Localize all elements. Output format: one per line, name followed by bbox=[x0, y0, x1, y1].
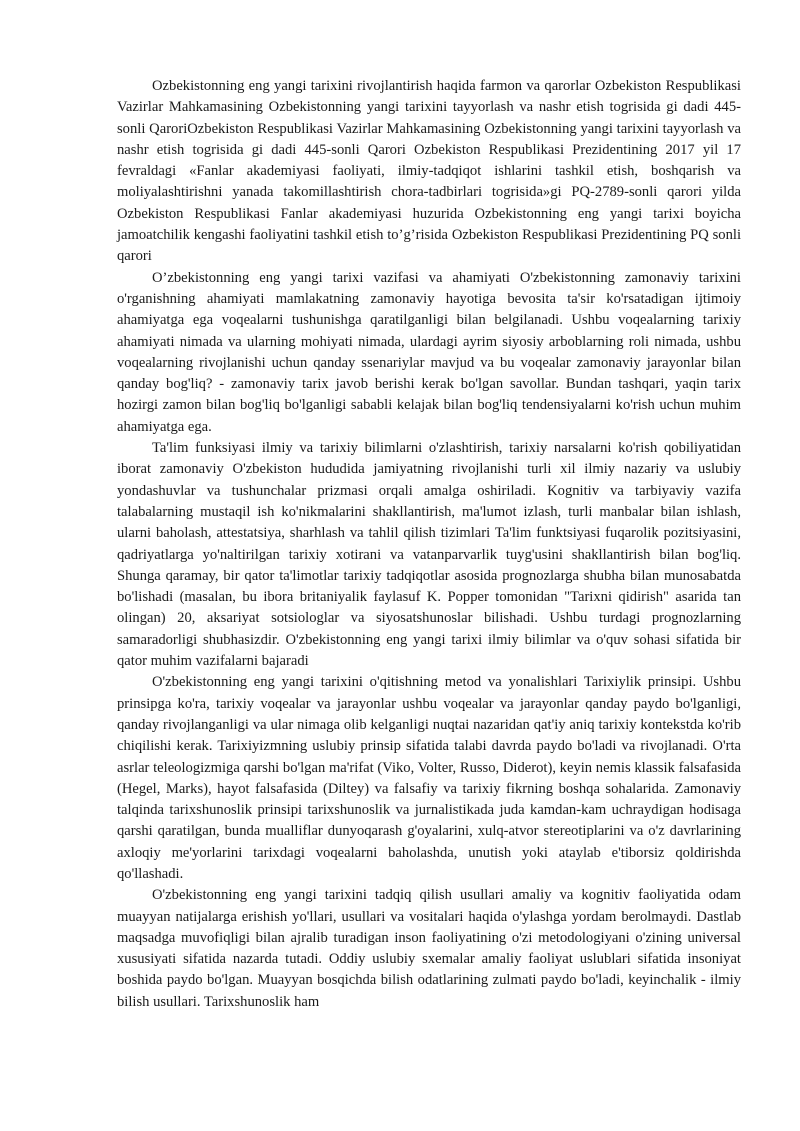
paragraph-significance: O’zbekistonning eng yangi tarixi vazifasi va ahamiyati O'zbekistonning zamonaviy tarixini o'rganishning ahamiyati mamlakatning zamonaviy hayotiga bevosita ta'sir ko'rsatadigan ijtimoiy ahamiyatga ega voqealarni tushunishga qaratilganligi bilan belgilanadi. Ushbu voqealarning tarixiy ahamiyati nimada va ularning mohiyati nimada, ulardagi ayrim siyosiy arboblarning roli nimada, ushbu voqealarning rivojlanishi uchun qanday ssenariylar mavjud va bu voqealar zamonaviy jarayonlar bilan qanday bog'liq? - zamonaviy tarix javob berishi kerak bo'lgan savollar. Bundan tashqari, yaqin tarix hozirgi zamon bilan bog'liq bo'lganligi sababli kelajak bilan bog'liq tendensiyalarni ko'rish uchun muhim ahamiyatga ega. bbox=[117, 269, 741, 435]
paragraph-decrees: Ozbekistonning eng yangi tarixini rivojlantirish haqida farmon va qarorlar Ozbekiston Respublikasi Vazirlar Mahkamasining Ozbekistonning yangi tarixini tayyorlash va nashr etish togrisida gi dadi 445-sonli QaroriOzbekiston Respublikasi Vazirlar Mahkamasining Ozbekistonning yangi tarixini tayyorlash va nashr etish togrisida gi dadi 445-sonli Qarori Ozbekiston Respublikasi Prezidentining 2017 yil 17 fevraldagi «Fanlar akademiyasi faoliyati, ilmiy-tadqiqot ishlarini tashkil etish, boshqarish va moliyalashtirishni yanada takomillashtirish chora-tadbirlari togrisida»gi PQ-2789-sonli qarori yilda Ozbekiston Respublikasi Fanlar akademiyasi huzurida Ozbekistonning eng yangi tarixi boyicha jamoatchilik kengashi faoliyatini tashkil etish to’g’risida Ozbekiston Respublikasi Prezidentining PQ sonli qarori bbox=[117, 78, 741, 265]
paragraph-education-function: Ta'lim funksiyasi ilmiy va tarixiy bilimlarni o'zlashtirish, tarixiy narsalarni ko'rish qobiliyatidan iborat zamonaviy O'zbekiston hududida jamiyatning rivojlanishi turli xil ilmiy nazariy va uslubiy yondashuvlar va tushunchalar prizmasi orqali amalga oshiriladi. Kognitiv va tarbiyaviy vazifa talabalarning mustaqil ish ko'nikmalarini shakllantirish, ma'lumot izlash, turli manbalar bilan ishlash, ularni baholash, attestatsiya, sharhlash va tahlil qilish tizimlari Ta'lim funktsiyasi fuqarolik pozitsiyasini, qadriyatlarga yo'naltirilgan tarixiy xotirani va vatanparvarlik tuyg'usini shakllantirish bilan bog'liq. Shunga qaramay, bir qator ta'limotlar tarixiy tadqiqotlar asosida prognozlarga shubha bilan munosabatda bo'lishadi (masalan, bu ibora britaniyalik faylasuf K. Popper tomonidan "Tarixni qidirish" asarida tan olingan) 20, aksariyat sotsiologlar va siyosatshunoslar bilishadi. Ushbu turdagi prognozlarning samaradorligi shubhasizdir. O'zbekistonning eng yangi tarixi ilmiy bilimlar va o'quv sohasi sifatida bir qator muhim vazifalarni bajaradi bbox=[117, 440, 741, 670]
paragraph-methods: O'zbekistonning eng yangi tarixini o'qitishning metod va yonalishlari Tarixiylik prinsipi. Ushbu prinsipga ko'ra, tarixiy voqealar va jarayonlar ushbu voqealar va jarayonlar qanday paydo bo'lganligi, qanday rivojlanganligi va ular nimaga olib kelganligi nuqtai nazaridan qat'iy aniq tarixiy kontekstda ko'rib chiqilishi kerak. Tarixiyizmning uslubiy prinsip sifatida talabi davrda paydo bo'ladi va rivojlanadi. O'rta asrlar teleologizmiga qarshi bo'lgan ma'rifat (Viko, Volter, Russo, Diderot), keyin nemis klassik falsafasida (Hegel, Marks), hayot falsafasida (Diltey) va falsafiy va tarixiy fikrning boshqa sohalarida. Zamonaviy talqinda tarixshunoslik prinsipi tarixshunoslik va jurnalistikada juda kamdan-kam uchraydigan hodisaga qarshi qaratilgan, bunda mualliflar dunyoqarash g'oyalarini, xulq-atvor stereotiplarini va o'z davrlarining axloqiy me'yorlarini tarixdagi voqealarni baholashda, unutish yoki ataylab e'tiborsiz qoldirishda qo'llashadi. bbox=[117, 674, 741, 882]
document-body bbox=[117, 76, 741, 1013]
paragraph-research-methods: O'zbekistonning eng yangi tarixini tadqiq qilish usullari amaliy va kognitiv faoliyatida odam muayyan natijalarga erishish yo'llari, usullari va vositalari haqida o'ylashga yordam berolmaydi. Dastlab maqsadga muvofiqligi bilan ajralib turadigan inson faoliyatining o'zi metodologiyani o'zining universal xususiyati sifatida nazarda tutadi. Oddiy uslubiy sxemalar amaliy faoliyat uslublari sifatida insoniyat boshida paydo bo'lgan. Muayyan bosqichda bilish odatlarining zulmati paydo bo'ladi, keyinchalik - ilmiy bilish usullari. Tarixshunoslik ham bbox=[117, 887, 741, 1010]
